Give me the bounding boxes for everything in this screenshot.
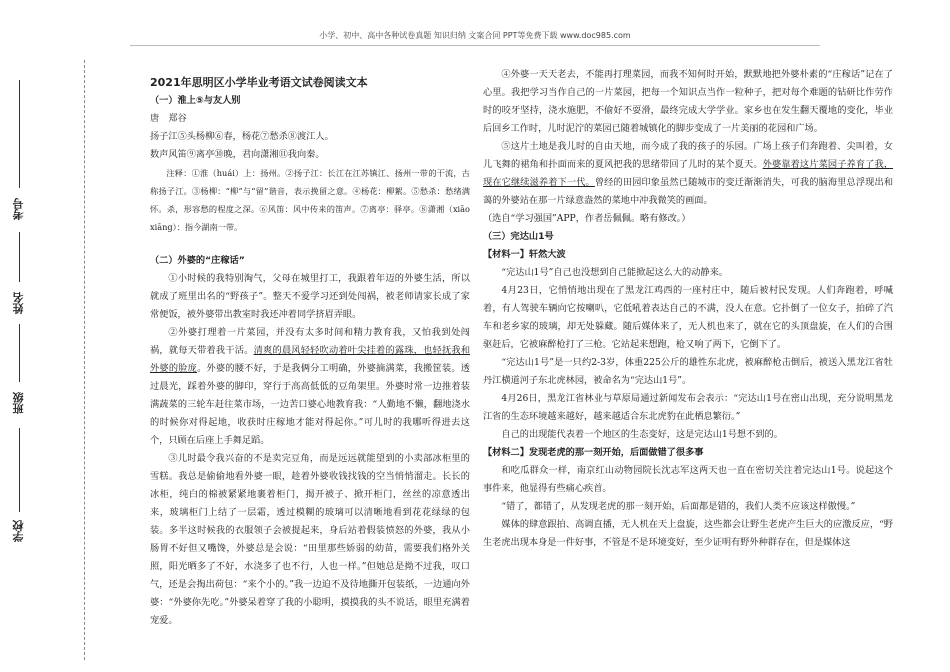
paragraph-3: ③儿时最令我兴奋的不是卖完豆角，而是远远就能望到的小卖部冰柜里的雪糕。我总是偷偷地看外婆一眼，趁着外婆收钱找钱的空当悄悄溜走。长长的冰柜，纯白的棉被紧紧地裹着柜门，揭开被子、掀开柜门，丝丝的凉意透出来，玻璃柜门上结了一层霜，透过模糊的玻璃可以清晰地看到花花绿绿的包装。多半这时候我的衣服领子会被提起来，身后站着假装愤怒的外婆，我从小肠胃不好但又嘴馋，外婆总是会说：“田里那些娇弱的幼苗，需要我们格外关照，阳光晒多了不好，水浇多了也不行，人也一样。”但她总是拗不过我，叹口气，还是会掏出荷包：“来个小的。”我一边迫不及待地撕开包装纸，一边通向外婆：“外婆你先吃。”外婆呆着穿了我的小聪明，摸摸我的头不说话，眼里充满着宠爱。	[150, 453, 470, 626]
section3-heading: （三）完达山1号	[483, 231, 554, 242]
material2-paragraph-2: “错了，都错了，从发现老虎的那一刻开始，后面都是错的，我们人类不应该这样傲慢。”	[501, 501, 856, 512]
side-label-xuexiao: 学校	[12, 520, 25, 542]
blank-line-banji	[19, 324, 20, 382]
paragraph-2-underlined: 清爽的晨风轻轻吹动着叶尖挂着的露珠，也轻抚我和外婆的脸庞	[150, 345, 471, 374]
material1-paragraph-2: 4月23日，它悄悄地出现在了黑龙江鸡西的一座村庄中，随后被村民发现。人们奔跑着，呼喊着，有人驾驶车辆向它按喇叭，它低吼着表达自己的不满，没人在意。它扑倒了一位女子，拍碎了汽车和老乡家的玻璃，却无处躲藏。随后媒体来了，无人机也来了，就在它的头顶盘旋，在人们的合围驱赶后，它被麻醉枪打了三枪。它站起来想跑，枪又响了两下，它倒下了。	[483, 285, 893, 350]
section2-heading: （二）外婆的“庄稼话”	[150, 255, 245, 266]
site-header-text: 小学、初中、高中各种试卷真题 知识归纳 文案合同 PPT等免费下载 www.doc985.com	[319, 31, 631, 40]
material1-paragraph-5: 自己的出现能代表着一个地区的生态变好，这是完达山1号想不到的。	[501, 429, 783, 440]
paragraph-5-start: ⑤这片土地是我儿时的自由天地，而今成了我的孩子的乐园。广场上孩子们奔跑着、尖叫着，女儿飞舞的裙角和扑面而来的夏风把我的思绪带回了儿时的某个夏天。	[483, 141, 893, 170]
page-title: 2021年思明区小学毕业考语文试卷阅读文本	[150, 76, 368, 89]
side-label-banji: 班级	[12, 392, 25, 414]
blank-line-xingming	[19, 232, 20, 282]
material1-paragraph-1: “完达山1号”自己也没想到自己能掀起这么大的动静来。	[501, 267, 728, 278]
paragraph-4: ④外婆一天天老去，不能再打理菜园，而我不知何时开始，默默地把外婆朴素的“庄稼话”记在了心里。我把学习当作自己的一片菜园，把每一个知识点当作一粒种子，把对每个难题的钻研比作劳作时的咬牙坚持，浇水施肥，不偷好不耍滑，最终完成大学学业。家乡也在发生翻天覆地的变化，毕业后回乡工作时，儿时泥泞的菜园已随着城镇化的脚步变成了一片美丽的花园和广场。	[483, 69, 893, 134]
material1-heading: 【材料一】轩然大波	[483, 249, 566, 260]
material1-paragraph-3: “完达山1号”是一只约2-3岁，体重225公斤的雄性东北虎，被麻醉枪击倒后，被送入黑龙江省牡丹江横道河子东北虎林园，被命名为“完达山1号”。	[483, 357, 893, 386]
paragraph-5	[483, 138, 893, 210]
paragraph-5-end: 曾经的田园印象虽然已随城市的变迁渐渐消失，可我的脑海里总浮现出和蔼的外婆站在那一片绿意盎然的菜地中冲我微笑的画面。	[483, 177, 894, 206]
side-label-kaohao: 考号	[12, 198, 25, 220]
left-column	[150, 62, 470, 630]
poem-author: 唐 郑谷	[150, 113, 187, 124]
material2-heading: 【材料二】发现老虎的那一刻开始，后面做错了很多事	[483, 447, 704, 458]
paragraph-2	[150, 324, 470, 450]
material2-paragraph-1: 和吃瓜群众一样，南京红山动物园院长沈志军这两天也一直在密切关注着完达山1号。说起这个事件来，他显得有些痛心疾首。	[483, 465, 893, 494]
header-divider	[130, 45, 820, 46]
source-note: （选自“学习强国”APP，作者岳佩佩。略有修改。）	[483, 213, 691, 224]
paragraph-2-end: 。外婆的腰不好，于是我俩分工明确，外婆摘满菜，我搬筐装。透过晨光，踩着外婆的脚印，穿行于高高低低的豆角架里。外婆时常一边推着装满蔬菜的三轮车赶往菜市场，一边苦口婆心地教育我：“人勤地不懒，翻地浇水的时候你对得起地，收获时庄稼地才能对得起你。”可儿时的我哪听得进去这个，只顾在后座上手舞足蹈。	[150, 363, 470, 446]
material1-paragraph-4: 4月26日，黑龙江省林业与草原局通过新闻发布会表示：“完达山1号在密山出现，充分说明黑龙江省的生态环境越来越好，越来越适合东北虎豹在此栖息繁衍。”	[483, 393, 893, 422]
paragraph-5-underlined: 外婆靠着这片菜园子养育了我，现在它继续滋养着下一代。	[483, 159, 894, 188]
paragraph-2-start: ②外婆打理着一片菜园，并没有太多时间和精力教育我，又怕我到处闯祸，就每天带着我干活。	[150, 327, 470, 356]
paragraph-1: ①小时候的我特别淘气，父母在城里打工，我跟着年迈的外婆生活，所以就成了班里出名的“野孩子”。整天不爱学习还到处闯祸，被老师请家长成了家常便饭，被外婆带出教室时我还冲着同学挤眉弄眼。	[150, 273, 470, 320]
poem-heading: （一）淮上⑤与友人别	[150, 95, 241, 106]
side-label-xingming: 姓名	[12, 292, 25, 314]
right-column	[483, 66, 893, 552]
blank-line-xuexiao	[19, 428, 20, 512]
poem-line-2: 数声风笛⑨离亭⑩晚，君向潇湘⑪我向秦。	[150, 149, 325, 160]
spacer	[150, 236, 470, 252]
poem-notes: 注释：①淮（huái）上：扬州。②扬子江：长江在江苏镇江、扬州一带的干流，古称扬子江。③杨柳：“柳”与“留”谐音，表示挽留之意。④杨花：柳絮。⑤愁杀：愁绪满怀。杀，形容愁的程度之深。⑥风笛：风中传来的笛声。⑦离亭：驿亭。⑧潇湘（xiāo xiāng）：指今湖南一带。	[150, 168, 470, 232]
binding-dashed-line	[84, 60, 85, 660]
poem-line-1: 扬子江⑤头杨柳⑥春，杨花⑦愁杀⑧渡江人。	[150, 131, 334, 142]
blank-line-kaohao	[19, 80, 20, 188]
material2-paragraph-3: 媒体的肆意跟拍、高调直播，无人机在天上盘旋，这些都会让野生老虎产生巨大的应激反应，“野生老虎出现本身是一件好事，不管是不是环境变好，至少证明有野外种群存在，但是媒体这	[483, 519, 893, 548]
